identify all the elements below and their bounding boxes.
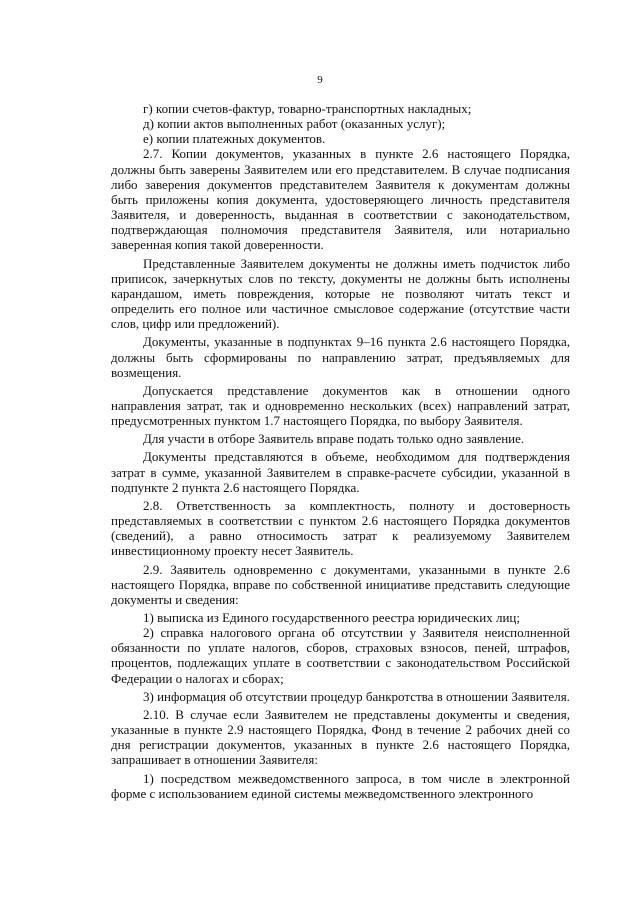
paragraph-directions: Допускается представление документов как в отношении одного направления затрат, так и одновременно нескольких (всех) направлений затрат, предусмотренных пунктом 1.7 настоящего Порядка, по выбору Заявителя. bbox=[111, 382, 570, 429]
paragraph-2-7: 2.7. Копии документов, указанных в пункте 2.6 настоящего Порядка, должны быть заверены Заявителем или его представителем. В случае подписания либо заверения документов представителем Заявителя к документам должны быть приложены копия документа, удостоверяющего личность представителя Заявителя, и доверенность, выданная в соответствии с законодательством, подтверждающая полномочия представителя Заявителя, или нотариально заверенная копия такой доверенности. bbox=[111, 146, 570, 253]
paragraph-2-10-item-1: 1) посредством межведомственного запроса, в том числе в электронной форме с использованием единой системы межведомственного электронного bbox=[111, 770, 570, 801]
paragraph-2-10: 2.10. В случае если Заявителем не представлены документы и сведения, указанные в пункте 2.9 настоящего Порядка, Фонд в течение 2 рабочих дней со дня регистрации документов, указанных в пункте 2.6 настоящего Порядка, запрашивает в отношении Заявителя: bbox=[111, 706, 570, 768]
paragraph-documents-grouping: Документы, указанные в подпунктах 9–16 пункта 2.6 настоящего Порядка, должны быть сформированы по направлению затрат, предъявляемых для возмещения. bbox=[111, 334, 570, 380]
paragraph-documents-requirements: Представленные Заявителем документы не должны иметь подчисток либо приписок, зачеркнутых слов по тексту, документы не должны быть исполнены карандашом, иметь повреждения, которые не позволяют читать текст и определить его полное или частичное смысловое содержание (отсутствие части слов, цифр или предложений). bbox=[111, 255, 570, 332]
paragraph-2-9-item-2: 2) справка налогового органа об отсутствии у Заявителя неисполненной обязанности по уплате налогов, сборов, страховых взносов, пеней, штрафов, процентов, подлежащих уплате в соответствии с законодательством Российской Федерации о налогах и сборах; bbox=[111, 625, 570, 686]
paragraph-2-9: 2.9. Заявитель одновременно с документами, указанными в пункте 2.6 настоящего Порядка, вправе по собственной инициативе представить следующие документы и сведения: bbox=[111, 561, 570, 607]
document-body bbox=[111, 101, 570, 801]
paragraph-g: г) копии счетов-фактур, товарно-транспортных накладных; bbox=[143, 101, 472, 116]
paragraph-2-9-item-3: 3) информация об отсутствии процедур банкротства в отношении Заявителя. bbox=[143, 688, 570, 704]
paragraph-e: е) копии платежных документов. bbox=[143, 131, 326, 147]
paragraph-d: д) копии актов выполненных работ (оказанных услуг); bbox=[143, 116, 446, 132]
paragraph-2-8: 2.8. Ответственность за комплектность, полноту и достоверность представляемых в соответствии с пунктом 2.6 настоящего Порядка документов (сведений), а равно относимость затрат к реализуемому Заявителем инвестиционному проекту несет Заявитель. bbox=[111, 497, 570, 559]
page-number: 9 bbox=[317, 74, 323, 86]
paragraph-one-application: Для участи в отборе Заявитель вправе подать только одно заявление. bbox=[143, 431, 525, 447]
paragraph-volume: Документы представляются в объеме, необходимом для подтверждения затрат в сумме, указанной Заявителем в справке-расчете субсидии, указанной в подпункте 2 пункта 2.6 настоящего Порядка. bbox=[111, 449, 570, 495]
paragraph-2-9-item-1: 1) выписка из Единого государственного реестра юридических лиц; bbox=[143, 610, 520, 625]
